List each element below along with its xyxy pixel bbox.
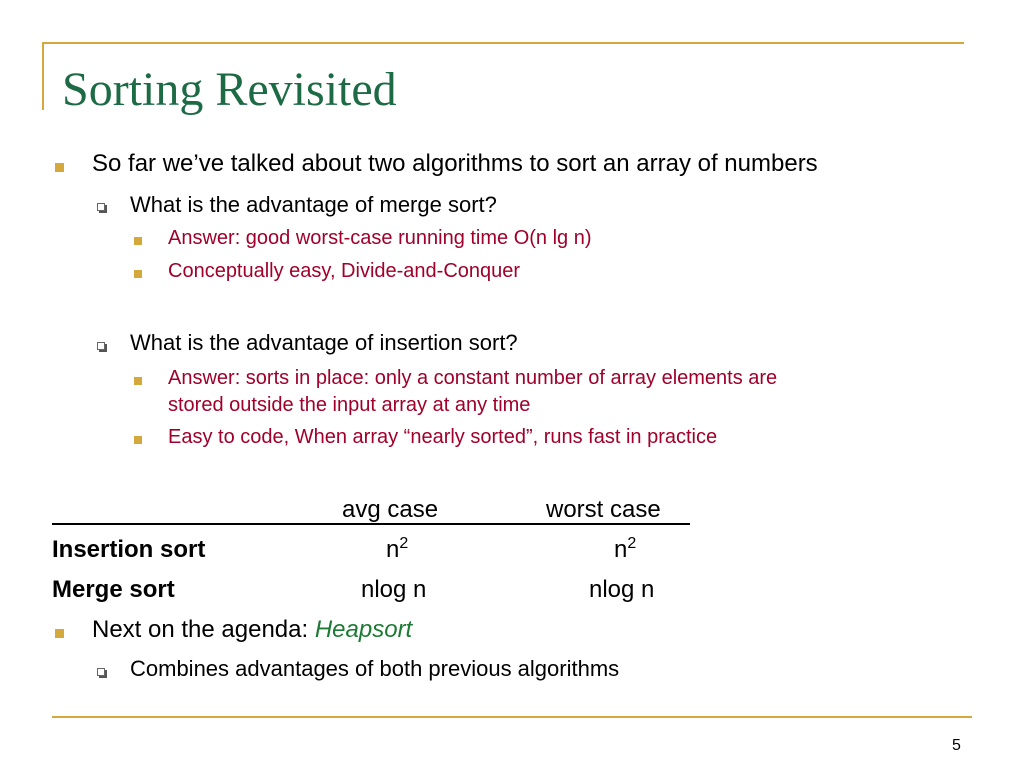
table-row-name: Merge sort: [52, 576, 175, 603]
sub-sub-bullet-text: Answer: good worst-case running time O(n lg n): [168, 227, 592, 249]
table-header-avg: avg case: [342, 496, 439, 523]
frame-bottom-rule: [52, 716, 972, 718]
sub-sub-bullet-text: Answer: sorts in place: only a constant number of array elements are: [168, 367, 778, 389]
agenda-label: Next on the agenda:: [92, 616, 309, 643]
slide-title: Sorting Revisited: [62, 63, 397, 116]
table-cell-avg: [386, 536, 408, 564]
table-header-worst: worst case: [546, 496, 661, 523]
table-cell-base: n: [386, 536, 400, 563]
bullet-square-icon: [134, 377, 142, 385]
table-cell-worst: nlog n: [589, 576, 655, 603]
bullet-text: So far we’ve talked about two algorithms to sort an array of numbers: [92, 150, 818, 177]
bullet-hollow-square-icon: [97, 342, 105, 350]
sub-sub-bullet-text: Easy to code, When array “nearly sorted”, runs fast in practice: [168, 426, 718, 448]
table-cell-worst: [614, 536, 636, 564]
agenda-sub-bullet-text: Combines advantages of both previous algorithms: [130, 656, 620, 681]
sub-bullet-text: What is the advantage of merge sort?: [130, 192, 497, 217]
page-number: 5: [952, 737, 961, 754]
sub-sub-bullet-text-continued: stored outside the input array at any time: [168, 394, 531, 416]
frame-top-rule: [42, 42, 964, 44]
table-cell-base: n: [614, 536, 628, 563]
bullet-square-icon: [134, 436, 142, 444]
table-cell-exponent: 2: [399, 535, 409, 552]
table-cell-exponent: 2: [627, 535, 637, 552]
bullet-hollow-square-icon: [97, 668, 105, 676]
agenda-line: [92, 616, 412, 644]
bullet-square-icon: [134, 237, 142, 245]
table-row-name: Insertion sort: [52, 536, 206, 563]
bullet-hollow-square-icon: [97, 203, 105, 211]
bullet-square-icon: [134, 270, 142, 278]
bullet-square-icon: [55, 629, 64, 638]
agenda-highlight: Heapsort: [314, 616, 413, 643]
frame-left-rule: [42, 42, 44, 110]
sub-bullet-text: What is the advantage of insertion sort?: [130, 330, 518, 355]
table-cell-avg: nlog n: [361, 576, 427, 603]
sub-sub-bullet-text: Conceptually easy, Divide-and-Conquer: [168, 260, 521, 282]
bullet-square-icon: [55, 163, 64, 172]
